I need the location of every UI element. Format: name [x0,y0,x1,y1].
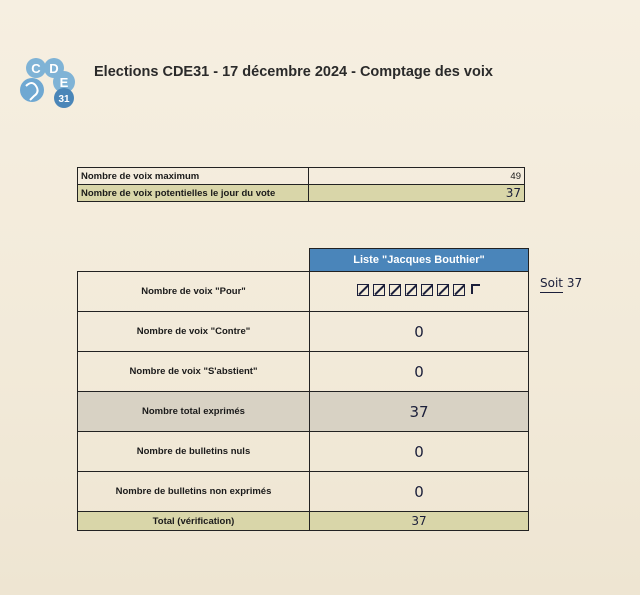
svg-text:D: D [49,61,59,76]
total-row [78,512,529,531]
side-note-value: 37 [566,276,583,290]
summary-row [78,168,525,185]
tally-partial [469,284,481,296]
table-row [78,312,529,352]
row-label: Nombre total exprimés [78,392,310,432]
tally-box [373,284,385,296]
tally-box [357,284,369,296]
tally-box [389,284,401,296]
table-row [78,392,529,432]
side-note [540,276,582,290]
row-value: 0 [310,432,529,472]
empty-header-cell [78,249,310,272]
row-label: Total (vérification) [78,512,310,531]
row-label: Nombre de voix "Contre" [78,312,310,352]
summary-table [77,167,525,202]
tally-box [405,284,417,296]
row-value: 37 [310,512,529,531]
summary-value: 49 [309,168,525,185]
summary-value-handwritten: 37 [309,185,525,202]
row-value: 0 [310,352,529,392]
cde31-logo [18,56,80,110]
tally-marks [357,284,481,296]
summary-label: Nombre de voix maximum [78,168,309,185]
table-row [78,352,529,392]
svg-text:C: C [31,61,41,76]
tally-box [453,284,465,296]
tally-box [437,284,449,296]
summary-row [78,185,525,202]
row-value: 37 [310,392,529,432]
svg-text:31: 31 [58,94,70,105]
summary-label: Nombre de voix potentielles le jour du vote [78,185,309,202]
tally-box [421,284,433,296]
row-label: Nombre de bulletins nuls [78,432,310,472]
row-label: Nombre de voix "S'abstient" [78,352,310,392]
svg-text:E: E [59,75,69,90]
tally-cell [310,272,529,312]
row-label: Nombre de bulletins non exprimés [78,472,310,512]
row-value: 0 [310,472,529,512]
list-header: Liste "Jacques Bouthier" [310,249,529,272]
row-value: 0 [310,312,529,352]
table-row [78,432,529,472]
vote-count-table [77,248,529,531]
table-row [78,272,529,312]
table-row [78,472,529,512]
page-title: Elections CDE31 - 17 décembre 2024 - Comptage des voix [94,64,493,80]
side-note-word: Soit [540,276,563,293]
row-label: Nombre de voix "Pour" [78,272,310,312]
